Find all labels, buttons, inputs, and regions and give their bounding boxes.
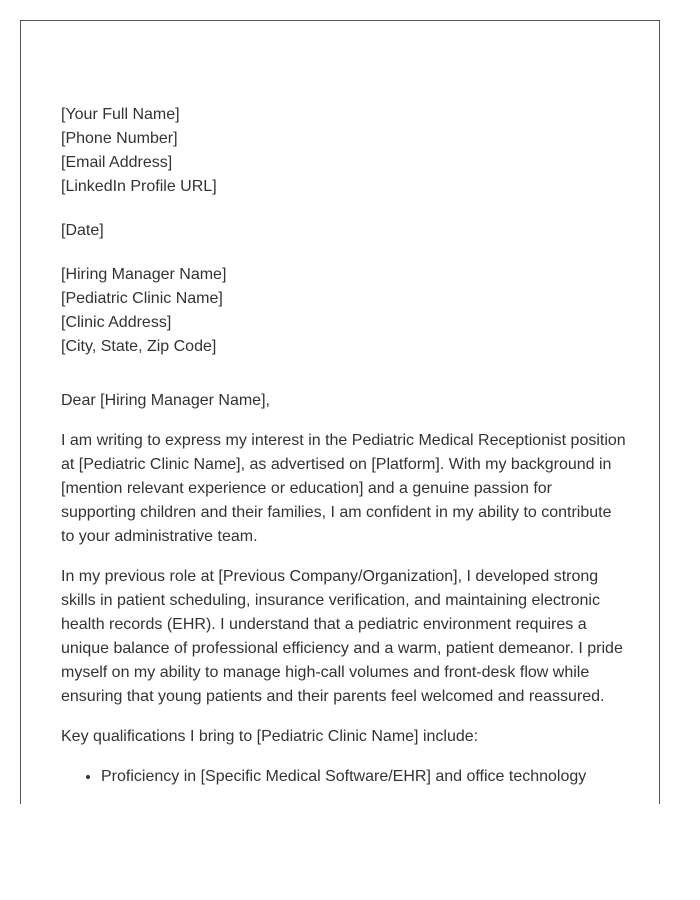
recipient-city-state-zip: [City, State, Zip Code] — [61, 338, 217, 355]
sender-linkedin: [LinkedIn Profile URL] — [61, 178, 217, 195]
recipient-clinic: [Pediatric Clinic Name] — [61, 290, 223, 307]
list-item: • Proficiency in [Specific Medical Software/EHR] and office technology — [101, 765, 626, 789]
paragraph-experience: In my previous role at [Previous Company/Organization], I developed strong skills in patient scheduling, insurance verification, and maintaining electronic health records (EHR). I understand that a pediatric environment requires a unique balance of professional efficiency and a warm, patient demeanor. I pride myself on my ability to manage high-call volumes and front-desk flow while ensuring that young patients and their parents feel welcomed and reassured. — [61, 568, 623, 705]
qualifications-intro: Key qualifications I bring to [Pediatric Clinic Name] include: — [61, 728, 479, 745]
sender-block — [61, 103, 626, 199]
sender-phone: [Phone Number] — [61, 130, 178, 147]
qualifications-list — [61, 765, 626, 789]
recipient-address: [Clinic Address] — [61, 314, 172, 331]
paragraph-intro: I am writing to express my interest in the Pediatric Medical Receptionist position at [Pediatric Clinic Name], as advertised on [Platform]. With my background in [mention relevant experience or education] and a genuine passion for supporting children and their families, I am confident in my ability to contribute to your administrative team. — [61, 432, 626, 545]
letter-body — [61, 103, 626, 789]
recipient-manager: [Hiring Manager Name] — [61, 266, 227, 283]
letter-date: [Date] — [61, 222, 104, 239]
sender-email: [Email Address] — [61, 154, 173, 171]
sender-name: [Your Full Name] — [61, 106, 180, 123]
date-block — [61, 219, 626, 243]
letter-page — [20, 20, 660, 804]
salutation: Dear [Hiring Manager Name], — [61, 392, 270, 409]
recipient-block — [61, 263, 626, 359]
